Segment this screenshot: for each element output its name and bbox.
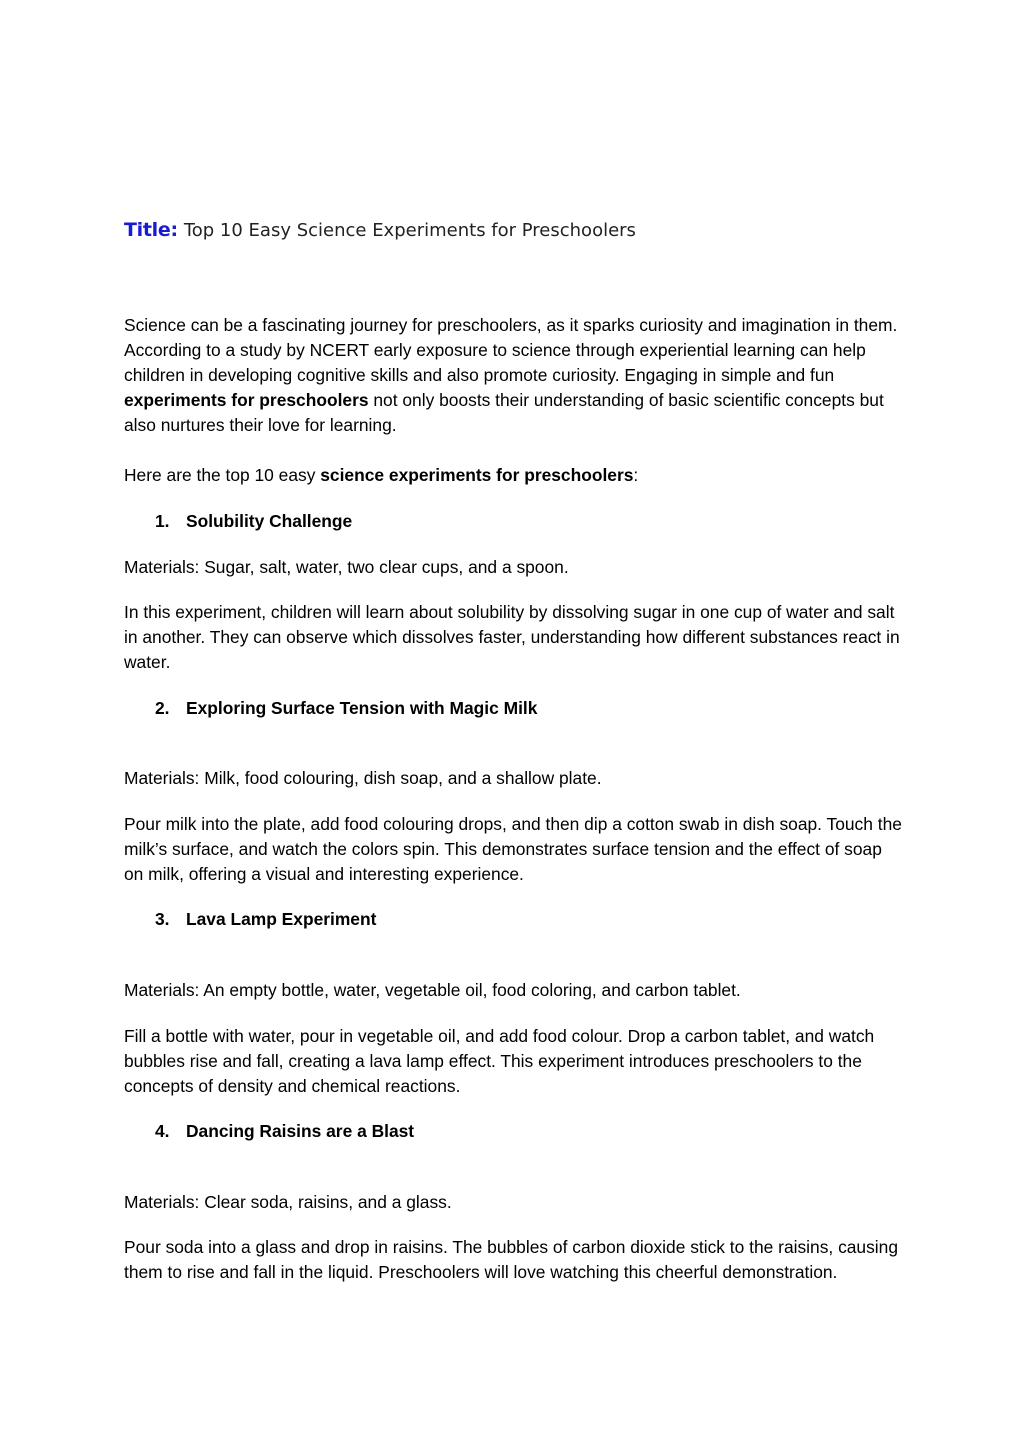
experiment-heading-1 <box>155 509 352 534</box>
description-text-3: Fill a bottle with water, pour in vegetable oil, and add food colour. Drop a carbon tablet, and watch bubbles rise and fall, creating a lava lamp effect. This experiment introduces preschoolers to the concepts of density and chemical reactions. <box>124 1026 875 1096</box>
experiment-description-1 <box>124 600 904 675</box>
experiment-description-2 <box>124 812 904 887</box>
experiment-title-4: Dancing Raisins are a Blast <box>186 1121 415 1141</box>
experiment-number-1: 1. <box>155 511 170 531</box>
lead-text-2: : <box>633 465 639 485</box>
intro-text-2: not only boosts their understanding of basic scientific concepts but also nurtures their love for learning. <box>124 390 884 435</box>
experiment-materials-1 <box>124 555 904 580</box>
experiment-title-2: Exploring Surface Tension with Magic Milk <box>186 698 538 718</box>
experiment-number-3: 3. <box>155 909 170 929</box>
experiment-number-2: 2. <box>155 698 170 718</box>
experiment-title-1: Solubility Challenge <box>186 511 353 531</box>
description-text-2: Pour milk into the plate, add food colouring drops, and then dip a cotton swab in dish soap. Touch the milk’s surface, and watch the colors spin. This demonstrates surface tension and the effect of soap on milk, offering a visual and interesting experience. <box>124 814 902 884</box>
lead-bold-keyword: science experiments for preschoolers <box>320 465 634 485</box>
intro-paragraph <box>124 313 904 438</box>
description-text-4: Pour soda into a glass and drop in raisins. The bubbles of carbon dioxide stick to the raisins, causing them to rise and fall in the liquid. Preschoolers will love watching this cheerful demonstration. <box>124 1237 899 1282</box>
lead-paragraph <box>124 463 904 488</box>
experiment-heading-4 <box>155 1119 414 1144</box>
experiment-materials-3 <box>124 978 904 1003</box>
materials-text-2: Materials: Milk, food colouring, dish soap, and a shallow plate. <box>124 768 602 788</box>
experiment-description-4 <box>124 1235 904 1285</box>
description-text-1: In this experiment, children will learn about solubility by dissolving sugar in one cup of water and salt in another. They can observe which dissolves faster, understanding how different substances react in water. <box>124 602 900 672</box>
materials-text-1: Materials: Sugar, salt, water, two clear cups, and a spoon. <box>124 557 569 577</box>
experiment-title-3: Lava Lamp Experiment <box>186 909 377 929</box>
experiment-materials-2 <box>124 766 904 791</box>
lead-text-1: Here are the top 10 easy <box>124 465 321 485</box>
materials-text-4: Materials: Clear soda, raisins, and a glass. <box>124 1192 452 1212</box>
page-title <box>124 219 636 241</box>
materials-text-3: Materials: An empty bottle, water, vegetable oil, food coloring, and carbon tablet. <box>124 980 741 1000</box>
experiment-description-3 <box>124 1024 904 1099</box>
experiment-materials-4 <box>124 1190 904 1215</box>
experiment-number-4: 4. <box>155 1121 170 1141</box>
experiment-heading-2 <box>155 696 537 721</box>
intro-text-1: Science can be a fascinating journey for preschoolers, as it sparks curiosity and imagination in them. According to a study by NCERT early exposure to science through experiential learning can help children in developing cognitive skills and also promote curiosity. Engaging in simple and fun <box>124 315 898 385</box>
title-label: Title: <box>124 219 178 241</box>
experiment-heading-3 <box>155 907 376 932</box>
title-text: Top 10 Easy Science Experiments for Preschoolers <box>183 220 636 241</box>
intro-bold-keyword: experiments for preschoolers <box>124 390 369 410</box>
